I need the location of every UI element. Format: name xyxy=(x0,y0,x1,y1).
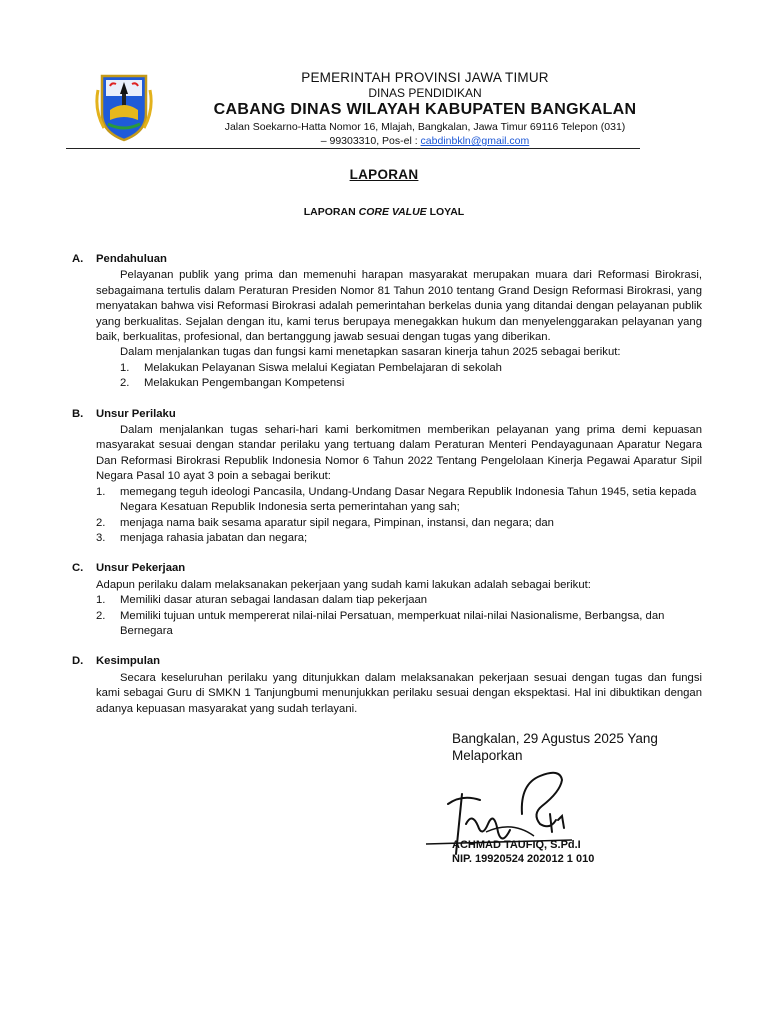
numbered-list xyxy=(96,485,702,547)
list-number: 3. xyxy=(96,531,106,544)
section-paragraph: Secara keseluruhan perilaku yang ditunjukkan dalam melaksanakan pekerjaan sesuai dengan tugas dan fungsi kami sebagai Guru di SMKN 1 Tanjungbumi menunjukkan perilaku sesuai dengan ekspektasi. Hal ini dibuktikan dengan adanya kepuasan masyarakat yang sudah terlayani. xyxy=(96,671,702,715)
section-title: Unsur Perilaku xyxy=(96,407,176,420)
section-heading xyxy=(72,654,702,669)
list-text: Memiliki dasar aturan sebagai landasan dalam tiap pekerjaan xyxy=(120,594,428,607)
list-text: Melakukan Pengembangan Kompetensi xyxy=(144,377,345,390)
list-number: 1. xyxy=(96,485,106,498)
list-text: menjaga rahasia jabatan dan negara; xyxy=(120,531,308,544)
list-number: 2. xyxy=(120,377,130,390)
section-heading xyxy=(72,252,702,267)
section-paragraph: Adapun perilaku dalam melaksanakan pekerjaan yang sudah kami lakukan adalah sebagai berikut: xyxy=(96,578,591,591)
email-link[interactable]: cabdinbkln@gmail.com xyxy=(420,135,530,147)
letterhead xyxy=(160,70,690,148)
list-text: menjaga nama baik sesama aparatur sipil negara, Pimpinan, instansi, dan negara; dan xyxy=(120,516,554,529)
subtitle-italic: CORE VALUE xyxy=(358,206,427,218)
list-item xyxy=(96,531,702,546)
list-text: Memiliki tujuan untuk mempererat nilai-nilai Persatuan, memperkuat nilai-nilai Nasionalisme, Berbangsa, dan Bernegara xyxy=(120,609,665,637)
section-pendahuluan xyxy=(72,252,702,392)
list-item xyxy=(96,516,702,531)
signer-name: ACHMAD TAUFIQ, S.Pd.I xyxy=(452,839,581,851)
section-heading xyxy=(72,407,702,422)
list-item xyxy=(96,609,702,640)
list-number: 2. xyxy=(96,609,106,622)
list-item xyxy=(120,376,702,391)
list-text: Melakukan Pelayanan Siswa melalui Kegiatan Pembelajaran di sekolah xyxy=(144,361,502,374)
list-text: memegang teguh ideologi Pancasila, Undang-Undang Dasar Negara Republik Indonesia Tahun 1945, setia kepada Negara Kesatuan Republik Indonesia serta pemerintahan yang sah; xyxy=(120,485,697,514)
document-title: LAPORAN xyxy=(349,167,419,182)
section-paragraph: Dalam menjalankan tugas dan fungsi kami menetapkan sasaran kinerja tahun 2025 sebagai berikut: xyxy=(120,346,621,359)
section-heading xyxy=(72,561,702,576)
list-item xyxy=(96,485,702,516)
letterhead-divider xyxy=(66,148,640,149)
list-number: 2. xyxy=(96,516,106,529)
section-marker: D. xyxy=(72,655,84,668)
list-number: 1. xyxy=(96,594,106,607)
numbered-list xyxy=(96,593,702,639)
list-item xyxy=(120,361,702,376)
section-unsur-pekerjaan xyxy=(72,561,702,639)
letterhead-department: DINAS PENDIDIKAN xyxy=(368,86,482,100)
section-paragraph: Dalam menjalankan tugas sehari-hari kami berkomitmen memberikan pelayanan yang prima demi kepuasan masyarakat sesuai dengan standar perilaku yang tertuang dalam Peraturan Menteri Pendayagunaan Aparatur Negara Dan Reformasi Birokrasi Republik Indonesia Nomor 6 Tahun 2022 Tentang Pengelolaan Kinerja Pegawai Aparatur Sipil Negara Pasal 10 ayat 3 poin a sebagai berikut: xyxy=(96,424,702,483)
letterhead-address-line-1: Jalan Soekarno-Hatta Nomor 16, Mlajah, Bangkalan, Jawa Timur 69116 Telepon (031) xyxy=(224,121,626,133)
list-number: 1. xyxy=(120,361,130,374)
numbered-list xyxy=(96,361,702,392)
subtitle-prefix: LAPORAN xyxy=(303,206,359,218)
section-marker: A. xyxy=(72,253,84,265)
signature-block xyxy=(452,730,712,865)
section-kesimpulan xyxy=(72,654,702,717)
east-java-coat-of-arms-icon xyxy=(92,70,156,142)
document-subtitle xyxy=(0,206,768,218)
address-phone-and-label: – 99303310, Pos-el : xyxy=(320,135,421,147)
signer-info xyxy=(452,838,594,866)
signer-nip: NIP. 19920524 202012 1 010 xyxy=(452,853,595,865)
signature-place-date: Bangkalan, 29 Agustus 2025 Yang Melaporkan xyxy=(452,731,658,763)
document-body xyxy=(72,252,702,717)
section-title: Pendahuluan xyxy=(96,253,167,265)
letterhead-address-line-2 xyxy=(160,134,690,148)
section-unsur-perilaku xyxy=(72,407,702,547)
section-title: Kesimpulan xyxy=(96,655,161,668)
subtitle-suffix: LOYAL xyxy=(426,206,465,218)
list-item xyxy=(96,593,702,608)
section-marker: B. xyxy=(72,407,84,420)
section-title: Unsur Pekerjaan xyxy=(96,562,186,575)
letterhead-government: PEMERINTAH PROVINSI JAWA TIMUR xyxy=(301,70,549,85)
section-paragraph: Pelayanan publik yang prima dan memenuhi harapan masyarakat merupakan muara dari Reformasi Birokrasi, sebagaimana tertulis dalam Peraturan Presiden Nomor 81 Tahun 2010 tentang Grand Design Reformasi Birokrasi, yang menyatakan bahwa visi Reformasi Birokrasi adalah pemerintahan berkelas dunia yang ditandai dengan pelayanan publik yang berkualitas. Sejalan dengan itu, kami terus berupaya menegakkan hukum dan menyelenggarakan pelayanan yang baik, berkualitas, profesional, dan bertanggung jawab sesuai dengan tugas yang diberikan. xyxy=(96,269,702,344)
letterhead-branch: CABANG DINAS WILAYAH KABUPATEN BANGKALAN xyxy=(213,101,637,118)
section-marker: C. xyxy=(72,562,84,575)
